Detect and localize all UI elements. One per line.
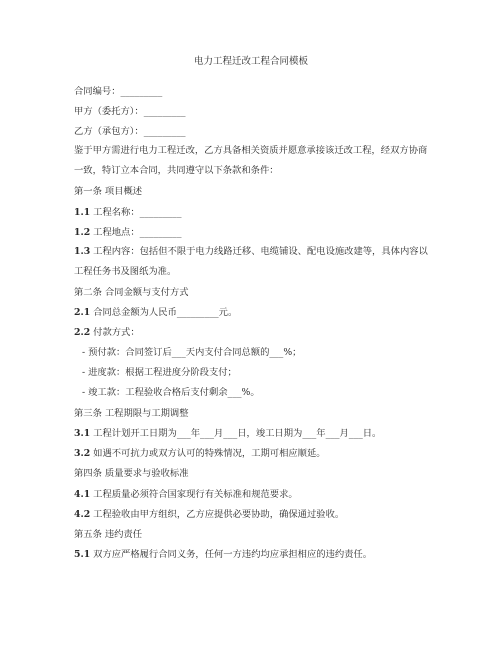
clause-number: 1.3 <box>74 246 91 257</box>
clause-number: 3.1 <box>74 428 91 439</box>
party-b-line: 乙方（承包方）：_________ <box>74 126 186 137</box>
clause-text: 合同总金额为人民币_________元。 <box>90 307 238 318</box>
clause-text: 工程计划开工日期为___年___月___日，竣工日期为___年___月___日。 <box>90 428 382 439</box>
clause-number: 2.1 <box>74 307 91 318</box>
clause-text: 工程质量必须符合国家现行有关标准和规范要求。 <box>90 489 298 500</box>
clause-number: 1.2 <box>74 227 91 238</box>
clause-number: 1.1 <box>74 207 91 218</box>
intro-paragraph: 鉴于甲方需进行电力工程迁改，乙方具备相关资质并愿意承接该迁改工程，经双方协商一致，特订立本合同，共同遵守以下条款和条件： <box>74 145 428 176</box>
payment-item-progress: - 进度款：根据工程进度分阶段支付； <box>82 367 237 378</box>
document-title: 电力工程迁改工程合同模板 <box>193 56 308 67</box>
clause-number: 3.2 <box>74 448 91 459</box>
clause-3-2 <box>74 448 326 460</box>
article-2-heading: 第二条 合同金额与支付方式 <box>74 287 189 298</box>
article-4-heading: 第四条 质量要求与验收标准 <box>74 468 189 479</box>
clause-text: 工程名称：_________ <box>90 207 182 218</box>
clause-4-1 <box>74 489 298 501</box>
clause-2-1 <box>74 307 237 319</box>
clause-text: 如遇不可抗力或双方认可的特殊情况，工期可相应顺延。 <box>90 448 326 459</box>
clause-number: 4.2 <box>74 509 91 520</box>
clause-5-1 <box>74 549 372 561</box>
contract-number-line: 合同编号：_________ <box>74 86 163 97</box>
party-a-line: 甲方（委托方）：_________ <box>74 106 186 117</box>
clause-2-2 <box>74 327 140 339</box>
clause-number: 5.1 <box>74 549 91 560</box>
article-3-heading: 第三条 工程期限与工期调整 <box>74 408 189 419</box>
article-5-heading: 第五条 违约责任 <box>74 529 143 540</box>
payment-item-completion: - 竣工款：工程验收合格后支付剩余___%。 <box>82 387 260 398</box>
clause-text: 付款方式： <box>90 327 140 338</box>
clause-4-2 <box>74 509 344 521</box>
clause-1-2 <box>74 227 181 239</box>
clause-3-1 <box>74 428 381 440</box>
article-1-heading: 第一条 项目概述 <box>74 186 143 197</box>
clause-text: 工程验收由甲方组织，乙方应提供必要协助，确保通过验收。 <box>90 509 345 520</box>
clause-number: 4.1 <box>74 489 91 500</box>
clause-text: 工程地点：_________ <box>90 227 182 238</box>
clause-1-3 <box>74 242 434 282</box>
clause-number: 2.2 <box>74 327 91 338</box>
clause-1-1 <box>74 207 181 219</box>
clause-text: 工程内容：包括但不限于电力线路迁移、电缆铺设、配电设施改建等，具体内容以工程任务书及图纸为准。 <box>74 246 428 277</box>
payment-item-prepayment: - 预付款：合同签订后___天内支付合同总额的___%； <box>82 347 302 358</box>
clause-text: 双方应严格履行合同义务，任何一方违约均应承担相应的违约责任。 <box>90 549 373 560</box>
